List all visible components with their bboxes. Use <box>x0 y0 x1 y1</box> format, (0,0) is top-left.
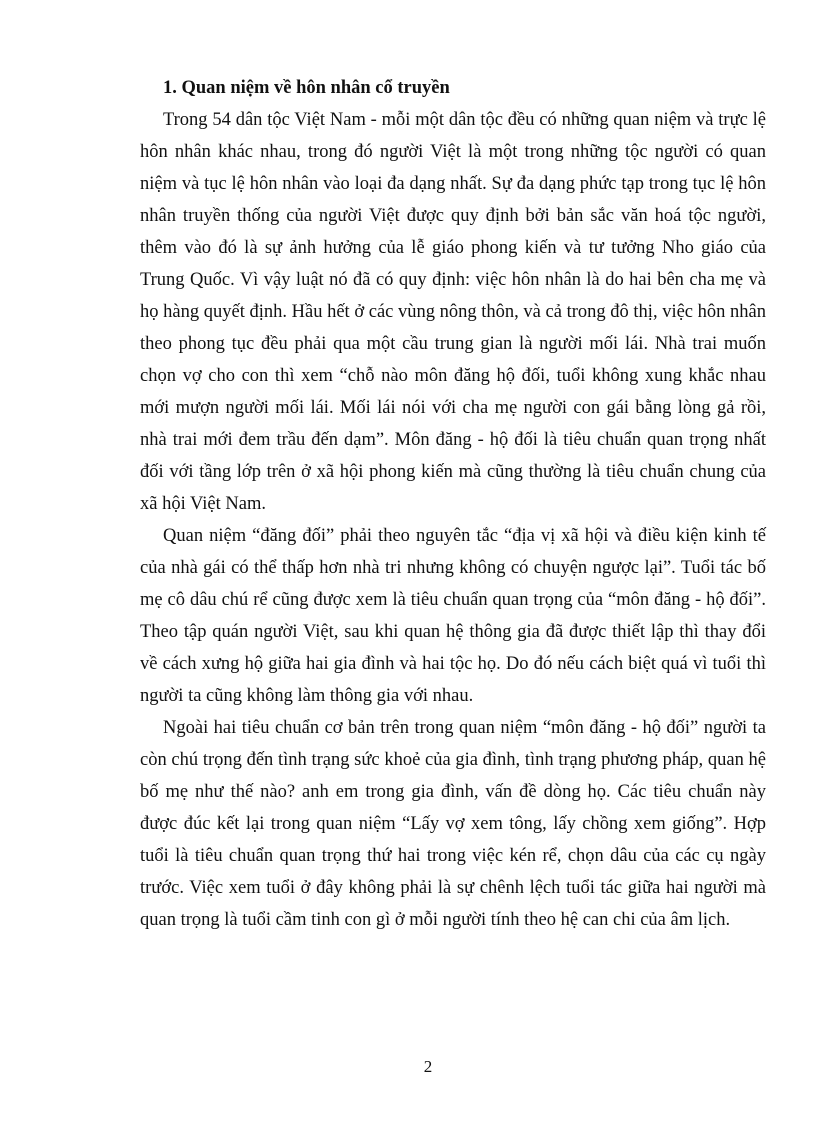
section-heading: 1. Quan niệm về hôn nhân cổ truyền <box>163 78 450 98</box>
paragraph-2: Quan niệm “đăng đối” phải theo nguyên tắc “địa vị xã hội và điều kiện kinh tế của nhà gái có thể thấp hơn nhà tri nhưng không có chuyện ngược lại”. Tuổi tác bố mẹ cô dâu chú rể cũng được xem là tiêu chuẩn quan trọng của “môn đăng - hộ đối”. Theo tập quán người Việt, sau khi quan hệ thông gia đã được thiết lập thì thay đổi về cách xưng hộ giữa hai gia đình và hai tộc họ. Do đó nếu cách biệt quá vì tuổi thì người ta cũng không làm thông gia với nhau. <box>140 526 766 706</box>
page-number: 2 <box>423 1057 433 1076</box>
paragraph-1: Trong 54 dân tộc Việt Nam - mỗi một dân tộc đều có những quan niệm và trực lệ hôn nhân khác nhau, trong đó người Việt là một trong những tộc người có quan niệm và tục lệ hôn nhân vào loại đa dạng nhất. Sự đa dạng phức tạp trong tục lệ hôn nhân truyền thống của người Việt được quy định bởi bản sắc văn hoá tộc người, thêm vào đó là sự ảnh hưởng của lễ giáo phong kiến và tư tưởng Nho giáo của Trung Quốc. Vì vậy luật nó đã có quy định: việc hôn nhân là do hai bên cha mẹ và họ hàng quyết định. Hầu hết ở các vùng nông thôn, và cả trong đô thị, việc hôn nhân theo phong tục đều phải qua một cầu trung gian là người mối lái. Nhà trai muốn chọn vợ cho con thì xem “chỗ nào môn đăng hộ đối, tuổi không xung khắc nhau mới mượn người mối lái. Mối lái nói với cha mẹ người con gái bằng lòng gả rồi, nhà trai mới đem trầu đến dạm”. Môn đăng - hộ đối là tiêu chuẩn quan trọng nhất đối với tầng lớp trên ở xã hội phong kiến mà cũng thường là tiêu chuẩn chung của xã hội Việt Nam. <box>140 110 766 514</box>
paragraph-3: Ngoài hai tiêu chuẩn cơ bản trên trong quan niệm “môn đăng - hộ đối” người ta còn chú trọng đến tình trạng sức khoẻ của gia đình, tình trạng phương pháp, quan hệ bố mẹ như thế nào? anh em trong gia đình, vấn đề dòng họ. Các tiêu chuẩn này được đúc kết lại trong quan niệm “Lấy vợ xem tông, lấy chồng xem giống”. Hợp tuổi là tiêu chuẩn quan trọng thứ hai trong việc kén rể, chọn dâu của các cụ ngày trước. Việc xem tuổi ở đây không phải là sự chênh lệch tuổi tác giữa hai người mà quan trọng là tuổi cầm tinh con gì ở mỗi người tính theo hệ can chi của âm lịch. <box>140 718 766 930</box>
